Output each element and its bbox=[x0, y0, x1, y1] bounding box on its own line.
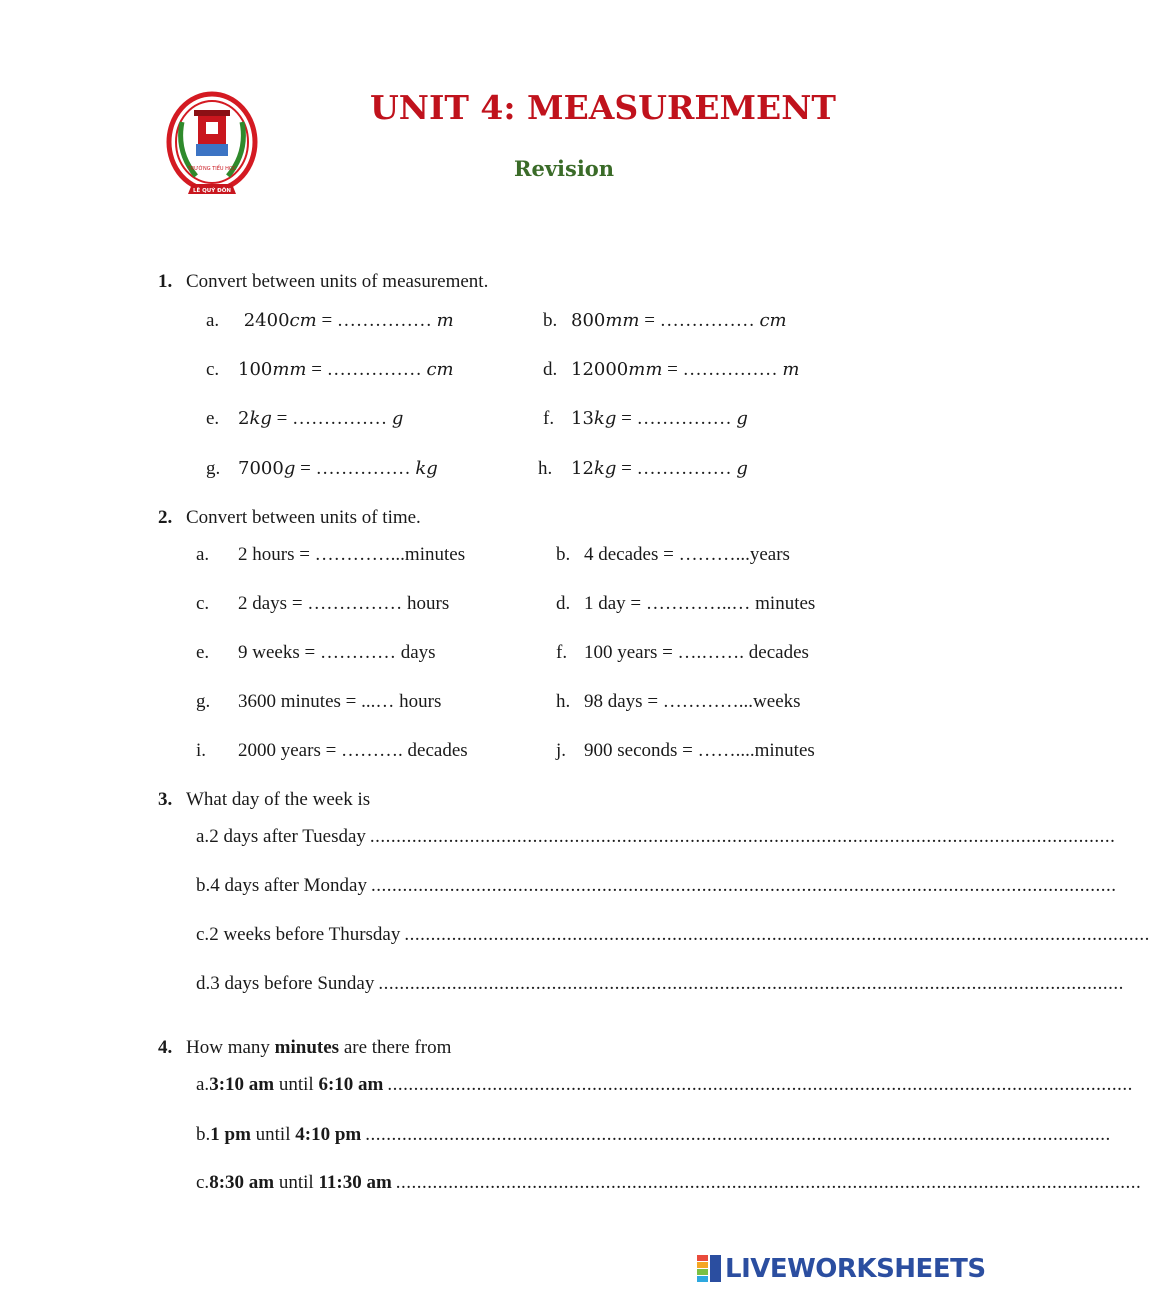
question-number: 2. bbox=[158, 507, 173, 528]
q3-item-a: a. 2 days after Tuesday .............................................................................................................................................. bbox=[196, 826, 1116, 847]
answer-line[interactable]: .............................................................................................................................................. bbox=[387, 1074, 1133, 1095]
school-logo bbox=[166, 92, 258, 210]
question-number: 3. bbox=[158, 789, 173, 810]
q1-item-a: a. 2400cm = …………… m bbox=[206, 310, 454, 331]
q2-item-b: b. 4 decades = ………...years bbox=[556, 544, 790, 565]
question-3 bbox=[158, 789, 370, 811]
liveworksheets-logo bbox=[697, 1252, 986, 1286]
answer-line[interactable]: .............................................................................................................................................. bbox=[365, 1124, 1111, 1145]
q2-item-e: e. 9 weeks = ………… days bbox=[196, 642, 436, 663]
q1-item-g: g. 7000g = …………… kg bbox=[206, 458, 438, 479]
logo-text-bottom: LÊ QUÝ ĐÔN bbox=[192, 188, 232, 194]
q2-item-a: a. 2 hours = …………...minutes bbox=[196, 544, 466, 565]
answer-line[interactable]: .............................................................................................................................................. bbox=[378, 973, 1124, 994]
question-number: 4. bbox=[158, 1037, 173, 1058]
answer-line[interactable]: .............................................................................................................................................. bbox=[395, 1172, 1142, 1193]
q2-item-f: f. 100 years = ….……. decades bbox=[556, 642, 809, 663]
q2-item-g: g. 3600 minutes = ...… hours bbox=[196, 691, 442, 712]
q2-item-h: h. 98 days = …………...weeks bbox=[556, 691, 801, 712]
q2-item-d: d. 1 day = …………..… minutes bbox=[556, 593, 816, 614]
question-2 bbox=[158, 507, 421, 529]
question-1 bbox=[158, 271, 488, 293]
answer-line[interactable]: .............................................................................................................................................. bbox=[404, 924, 1150, 945]
question-prompt: Convert between units of time. bbox=[186, 507, 421, 528]
answer-line[interactable]: .............................................................................................................................................. bbox=[370, 875, 1117, 896]
answer-line[interactable]: .............................................................................................................................................. bbox=[369, 826, 1116, 847]
q1-item-c: c. 100mm = …………… cm bbox=[206, 359, 454, 380]
q3-item-d: d. 3 days before Sunday .............................................................................................................................................. bbox=[196, 973, 1124, 994]
q2-item-c: c. 2 days = …………… hours bbox=[196, 593, 450, 614]
logo-text-top: TRƯỜNG TIỂU HỌC bbox=[187, 166, 237, 172]
q1-item-f: f. 13kg = …………… g bbox=[543, 408, 748, 429]
q4-item-b: b. 1 pm until 4:10 pm .............................................................................................................................................. bbox=[196, 1124, 1111, 1145]
q2-item-i: i. 2000 years = ………. decades bbox=[196, 740, 468, 761]
q4-item-a: a. 3:10 am until 6:10 am .............................................................................................................................................. bbox=[196, 1074, 1133, 1095]
q4-item-c: c. 8:30 am until 11:30 am .............................................................................................................................................. bbox=[196, 1172, 1142, 1193]
q1-item-d: d. 12000mm = …………… m bbox=[543, 359, 800, 380]
q1-item-h: h. 12kg = …………… g bbox=[538, 458, 748, 479]
page-title: UNIT 4: MEASUREMENT bbox=[370, 88, 836, 127]
question-prompt: What day of the week is bbox=[186, 789, 371, 810]
q3-item-b: b. 4 days after Monday .............................................................................................................................................. bbox=[196, 875, 1117, 896]
question-4: 4. How many minutes are there from bbox=[158, 1037, 452, 1058]
brand-name: LIVEWORKSHEETS bbox=[725, 1254, 986, 1284]
q1-item-e: e. 2kg = …………… g bbox=[206, 408, 404, 429]
page-subtitle: Revision bbox=[514, 156, 615, 181]
question-prompt: Convert between units of measurement. bbox=[186, 271, 489, 292]
question-number: 1. bbox=[158, 271, 173, 292]
liveworksheets-icon bbox=[697, 1255, 721, 1283]
q2-item-j: j. 900 seconds = ……....minutes bbox=[556, 740, 815, 761]
q3-item-c: c. 2 weeks before Thursday .............................................................................................................................................. bbox=[196, 924, 1150, 945]
q1-item-b: b. 800mm = …………… cm bbox=[543, 310, 787, 331]
